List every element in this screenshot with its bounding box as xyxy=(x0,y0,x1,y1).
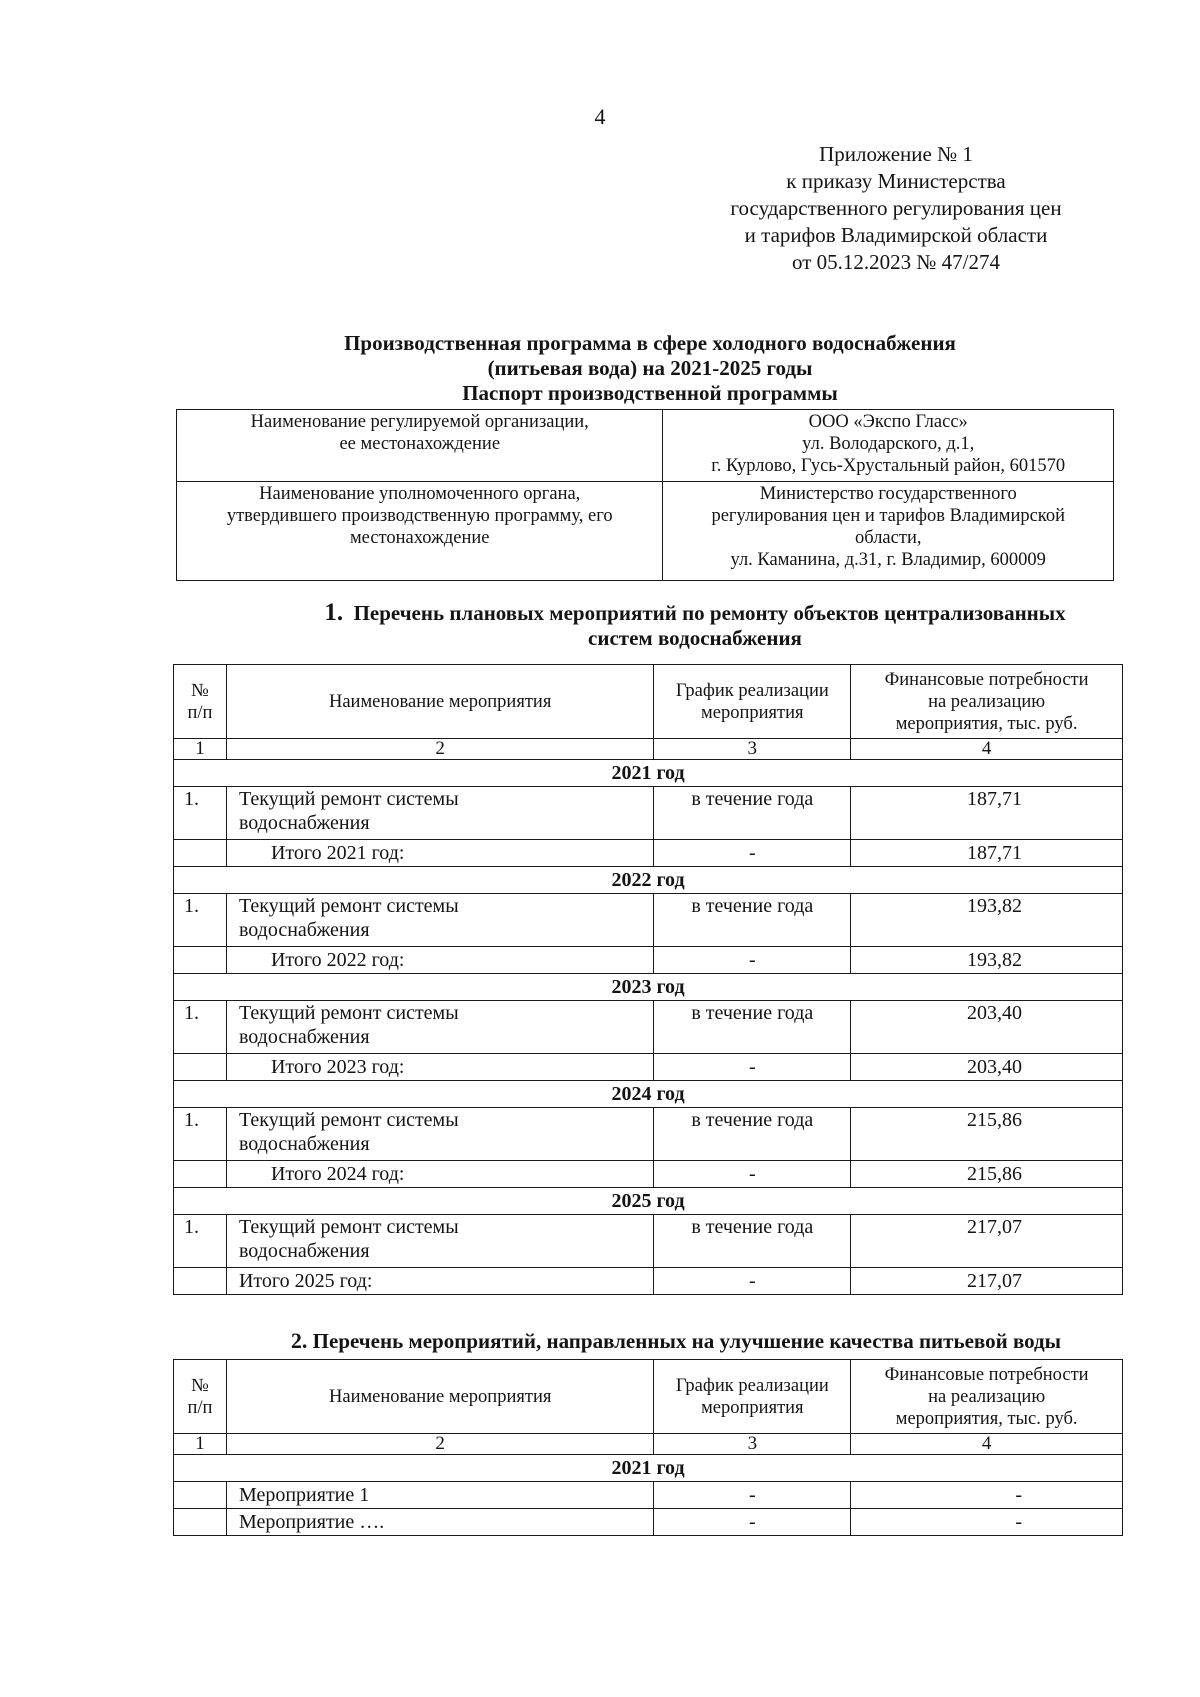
passport-value: ООО «Экспо Гласс» ул. Володарского, д.1, г. Курлово, Гусь-Хрустальный район, 601570 xyxy=(663,410,1114,482)
total-label: Итого 2022 год: xyxy=(226,947,653,974)
repair-measures-table xyxy=(173,664,1123,1295)
index-cell: 4 xyxy=(851,739,1123,760)
row-number xyxy=(174,1054,227,1081)
passport-row-organization xyxy=(177,410,1114,482)
title-line-2: (питьевая вода) на 2021-2025 годы xyxy=(487,356,813,380)
section-1-title xyxy=(230,600,1160,651)
total-label: Итого 2024 год: xyxy=(226,1161,653,1188)
header-num: № п/п xyxy=(174,1360,227,1434)
row-value: - xyxy=(851,1482,1123,1509)
row-number: 1. xyxy=(174,894,227,947)
row-value: - xyxy=(851,1509,1123,1536)
section-title-text: Перечень мероприятий, направленных на улучшение качества питьевой воды xyxy=(312,1329,1062,1353)
index-cell: 2 xyxy=(226,1434,653,1455)
year-row xyxy=(174,1455,1123,1482)
table-row xyxy=(174,1509,1123,1536)
total-value: 203,40 xyxy=(851,1054,1123,1081)
appendix-line: Приложение № 1 xyxy=(819,142,973,166)
row-name: Мероприятие 1 xyxy=(226,1482,653,1509)
total-schedule: - xyxy=(654,1161,851,1188)
table-row xyxy=(174,1482,1123,1509)
header-name: Наименование мероприятия xyxy=(226,665,653,739)
row-number xyxy=(174,1482,227,1509)
section-title-text: систем водоснабжения xyxy=(588,626,802,650)
total-schedule: - xyxy=(654,947,851,974)
year-label: 2023 год xyxy=(174,974,1123,1001)
index-cell: 2 xyxy=(226,739,653,760)
row-number: 1. xyxy=(174,787,227,840)
section-2-title xyxy=(176,1328,1176,1354)
row-number xyxy=(174,1509,227,1536)
row-name: Мероприятие …. xyxy=(226,1509,653,1536)
year-label: 2024 год xyxy=(174,1081,1123,1108)
document-title xyxy=(170,331,1130,406)
total-label: Итого 2025 год: xyxy=(226,1268,653,1295)
row-number xyxy=(174,947,227,974)
header-finance: Финансовые потребности на реализацию мероприятия, тыс. руб. xyxy=(851,665,1123,739)
header-schedule: График реализации мероприятия xyxy=(654,1360,851,1434)
water-quality-measures-table xyxy=(173,1359,1123,1536)
year-row xyxy=(174,1081,1123,1108)
row-schedule: - xyxy=(654,1509,851,1536)
passport-row-authority xyxy=(177,482,1114,581)
header-finance: Финансовые потребности на реализацию мероприятия, тыс. руб. xyxy=(851,1360,1123,1434)
row-value: 203,40 xyxy=(851,1001,1123,1054)
total-row xyxy=(174,947,1123,974)
row-number xyxy=(174,1268,227,1295)
total-row xyxy=(174,1268,1123,1295)
index-cell: 3 xyxy=(654,739,851,760)
appendix-line: к приказу Министерства xyxy=(786,169,1006,193)
row-name: Текущий ремонт системы водоснабжения xyxy=(226,1001,653,1054)
total-value: 217,07 xyxy=(851,1268,1123,1295)
header-name: Наименование мероприятия xyxy=(226,1360,653,1434)
total-schedule: - xyxy=(654,840,851,867)
row-value: 187,71 xyxy=(851,787,1123,840)
header-schedule: График реализации мероприятия xyxy=(654,665,851,739)
year-label: 2025 год xyxy=(174,1188,1123,1215)
row-value: 215,86 xyxy=(851,1108,1123,1161)
row-name: Текущий ремонт системы водоснабжения xyxy=(226,894,653,947)
row-schedule: в течение года xyxy=(654,1215,851,1268)
row-schedule: в течение года xyxy=(654,894,851,947)
index-cell: 1 xyxy=(174,1434,227,1455)
table-row xyxy=(174,1108,1123,1161)
table-row xyxy=(174,1001,1123,1054)
row-name: Текущий ремонт системы водоснабжения xyxy=(226,1215,653,1268)
row-value: 217,07 xyxy=(851,1215,1123,1268)
total-schedule: - xyxy=(654,1054,851,1081)
total-value: 187,71 xyxy=(851,840,1123,867)
row-value: 193,82 xyxy=(851,894,1123,947)
year-row xyxy=(174,974,1123,1001)
year-row xyxy=(174,1188,1123,1215)
page-number: 4 xyxy=(594,104,606,129)
appendix-block xyxy=(690,141,1102,276)
index-cell: 3 xyxy=(654,1434,851,1455)
passport-label: Наименование уполномоченного органа, утвердившего производственную программу, его местонахождение xyxy=(177,482,663,581)
total-label: Итого 2023 год: xyxy=(226,1054,653,1081)
row-schedule: в течение года xyxy=(654,1001,851,1054)
appendix-line: и тарифов Владимирской области xyxy=(744,223,1048,247)
year-row xyxy=(174,867,1123,894)
year-label: 2021 год xyxy=(174,760,1123,787)
row-number xyxy=(174,1161,227,1188)
total-schedule: - xyxy=(654,1268,851,1295)
section-number: 1. xyxy=(324,599,344,626)
table-row xyxy=(174,894,1123,947)
total-value: 193,82 xyxy=(851,947,1123,974)
total-label: Итого 2021 год: xyxy=(226,840,653,867)
index-cell: 1 xyxy=(174,739,227,760)
passport-table xyxy=(176,409,1114,581)
row-name: Текущий ремонт системы водоснабжения xyxy=(226,787,653,840)
row-schedule: в течение года xyxy=(654,787,851,840)
passport-label: Наименование регулируемой организации, ее местонахождение xyxy=(177,410,663,482)
section-number: 2. xyxy=(290,1328,308,1353)
table-header-row xyxy=(174,1360,1123,1434)
year-label: 2021 год xyxy=(174,1455,1123,1482)
table-header-row xyxy=(174,665,1123,739)
header-num: № п/п xyxy=(174,665,227,739)
total-row xyxy=(174,1054,1123,1081)
column-index-row xyxy=(174,739,1123,760)
row-schedule: - xyxy=(654,1482,851,1509)
total-value: 215,86 xyxy=(851,1161,1123,1188)
row-schedule: в течение года xyxy=(654,1108,851,1161)
appendix-line: государственного регулирования цен xyxy=(730,196,1062,220)
section-title-text: Перечень плановых мероприятий по ремонту объектов централизованных xyxy=(353,601,1066,625)
passport-heading: Паспорт производственной программы xyxy=(462,381,838,405)
passport-value: Министерство государственного регулирования цен и тарифов Владимирской области, ул. Каманина, д.31, г. Владимир, 600009 xyxy=(663,482,1114,581)
total-row xyxy=(174,1161,1123,1188)
appendix-line: от 05.12.2023 № 47/274 xyxy=(791,250,1001,274)
row-name: Текущий ремонт системы водоснабжения xyxy=(226,1108,653,1161)
index-cell: 4 xyxy=(851,1434,1123,1455)
row-number: 1. xyxy=(174,1215,227,1268)
row-number xyxy=(174,840,227,867)
total-row xyxy=(174,840,1123,867)
table-row xyxy=(174,787,1123,840)
column-index-row xyxy=(174,1434,1123,1455)
year-row xyxy=(174,760,1123,787)
title-line-1: Производственная программа в сфере холодного водоснабжения xyxy=(344,331,956,355)
row-number: 1. xyxy=(174,1001,227,1054)
table-row xyxy=(174,1215,1123,1268)
year-label: 2022 год xyxy=(174,867,1123,894)
row-number: 1. xyxy=(174,1108,227,1161)
